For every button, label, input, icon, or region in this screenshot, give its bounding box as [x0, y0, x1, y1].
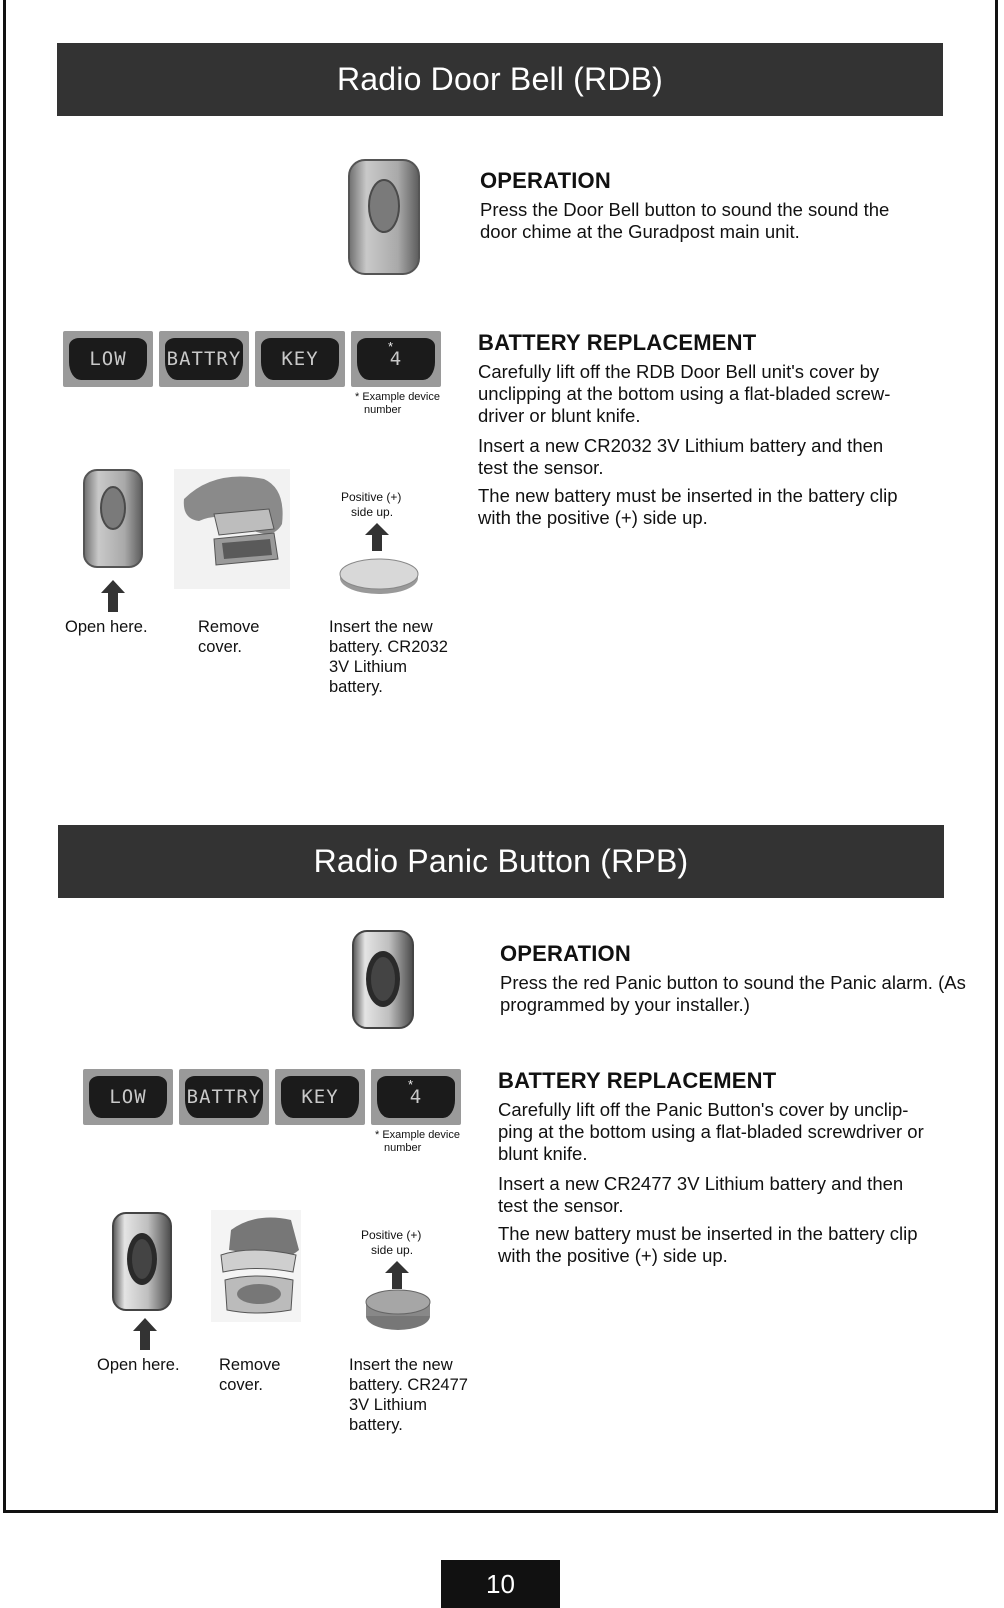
rpb-operation-title: OPERATION — [500, 941, 631, 966]
rpb-lcd-display-row — [83, 1069, 461, 1125]
coin-battery-image — [338, 556, 420, 596]
rpb-example-note-line2: number — [384, 1142, 422, 1154]
lcd-panel — [63, 331, 153, 387]
lcd-text: KEY — [281, 1076, 359, 1118]
rpb-battery-paragraph-3: The new battery must be inserted in the battery clip with the positive (+) side up. — [498, 1223, 918, 1266]
page-number: 10 — [441, 1560, 560, 1608]
rdb-caption-remove: Remove cover. — [198, 618, 260, 656]
lcd-star: * — [407, 1077, 413, 1092]
rpb-operation-text: Press the red Panic button to sound the Panic alarm. (As programmed by your installer.) — [500, 972, 966, 1015]
lcd-text: KEY — [261, 338, 339, 380]
rdb-battery-paragraph-1: Carefully lift off the RDB Door Bell unit's cover by unclipping at the bottom using a flat-bladed screw-driver or blunt knife. — [478, 361, 891, 426]
rpb-section-header: Radio Panic Button (RPB) — [58, 825, 944, 898]
panic-button-remote-small-image — [110, 1211, 174, 1312]
remove-cover-photo — [211, 1210, 301, 1322]
lcd-panel — [351, 331, 441, 387]
rpb-caption-open: Open here. — [97, 1356, 180, 1374]
lcd-text: 4 — [377, 1076, 455, 1118]
door-bell-remote-image — [346, 158, 422, 278]
lcd-panel — [371, 1069, 461, 1125]
lcd-panel — [179, 1069, 269, 1125]
lcd-panel — [159, 331, 249, 387]
up-arrow-icon — [365, 523, 389, 551]
up-arrow-icon — [101, 580, 125, 612]
lcd-text: 4 — [357, 338, 435, 380]
lcd-text: LOW — [89, 1076, 167, 1118]
panic-button-remote-image — [350, 929, 416, 1030]
coin-battery-image — [364, 1288, 432, 1332]
rdb-positive-label-line1: Positive (+) — [341, 490, 402, 504]
lcd-panel — [255, 331, 345, 387]
rpb-battery-paragraph-1: Carefully lift off the Panic Button's cover by unclip-ping at the bottom using a flat-bladed screwdriver or blunt knife. — [498, 1099, 924, 1164]
rdb-example-note-line2: number — [364, 404, 402, 416]
rdb-battery-paragraph-3: The new battery must be inserted in the battery clip with the positive (+) side up. — [478, 485, 898, 528]
remove-cover-photo — [174, 469, 290, 589]
lcd-text: BATTRY — [165, 338, 243, 380]
rpb-positive-label-line1: Positive (+) — [361, 1228, 422, 1242]
door-bell-remote-small-image — [82, 468, 144, 569]
rdb-section-header: Radio Door Bell (RDB) — [57, 43, 943, 116]
lcd-text: BATTRY — [185, 1076, 263, 1118]
rdb-operation-text: Press the Door Bell button to sound the sound the door chime at the Guradpost main unit. — [480, 199, 890, 242]
rdb-caption-insert: Insert the new battery. CR2032 3V Lithium battery. — [329, 618, 448, 696]
lcd-star: * — [387, 339, 393, 354]
rdb-caption-open: Open here. — [65, 618, 148, 636]
lcd-text: LOW — [69, 338, 147, 380]
rpb-caption-remove: Remove cover. — [219, 1356, 281, 1394]
lcd-panel — [275, 1069, 365, 1125]
rdb-example-note-line1: * Example device — [355, 391, 440, 403]
rpb-positive-label-line2: side up. — [371, 1243, 414, 1257]
rdb-battery-title: BATTERY REPLACEMENT — [478, 330, 757, 355]
rpb-battery-title: BATTERY REPLACEMENT — [498, 1068, 777, 1093]
rdb-operation-title: OPERATION — [480, 168, 611, 193]
up-arrow-icon — [385, 1261, 409, 1289]
rpb-battery-paragraph-2: Insert a new CR2477 3V Lithium battery and then test the sensor. — [498, 1173, 904, 1216]
rpb-example-note-line1: * Example device — [375, 1129, 460, 1141]
up-arrow-icon — [133, 1318, 157, 1350]
rdb-positive-label-line2: side up. — [351, 505, 394, 519]
rdb-battery-paragraph-2: Insert a new CR2032 3V Lithium battery and then test the sensor. — [478, 435, 884, 478]
lcd-panel — [83, 1069, 173, 1125]
rdb-lcd-display-row — [63, 331, 441, 387]
rpb-caption-insert: Insert the new battery. CR2477 3V Lithium battery. — [349, 1356, 468, 1434]
